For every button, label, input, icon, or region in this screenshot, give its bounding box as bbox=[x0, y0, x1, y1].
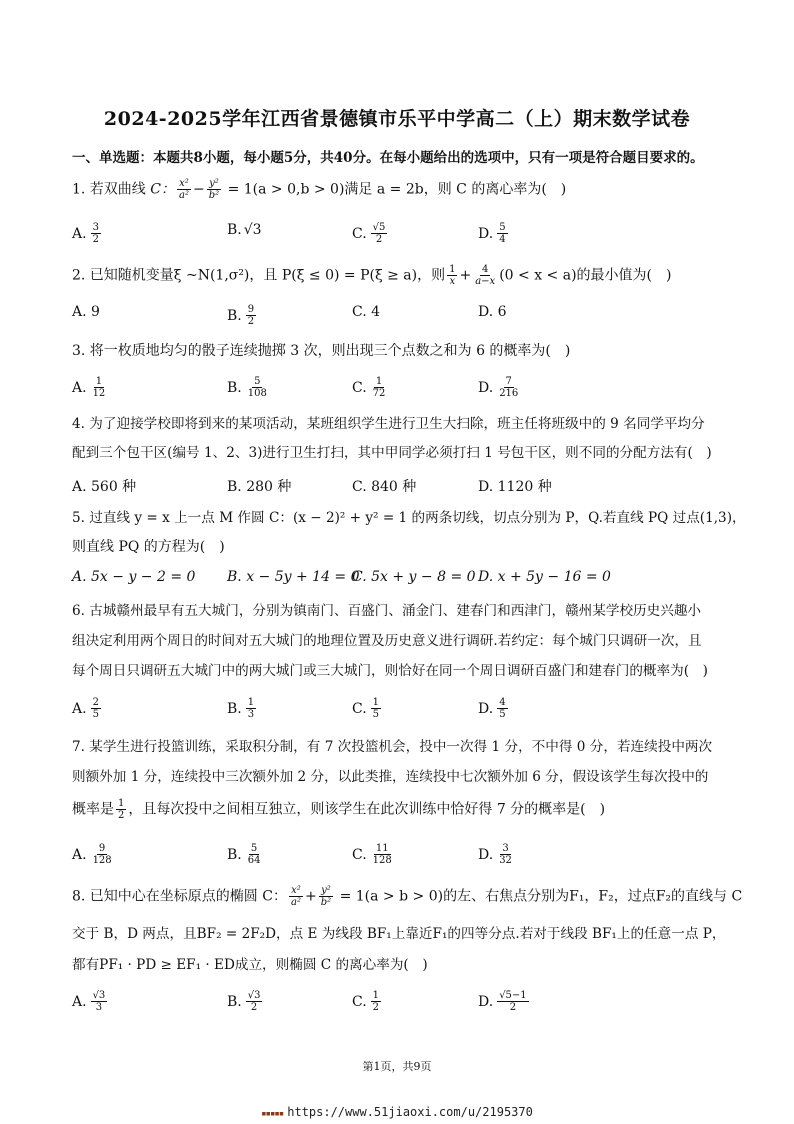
option-a[interactable]: A. 560 种 bbox=[72, 479, 137, 495]
option-b[interactable]: B. $\frac{9}{2}$ bbox=[227, 304, 255, 327]
option-b[interactable]: B. $\frac{1}{3}$ bbox=[227, 697, 255, 720]
option-a[interactable]: A. $\frac{2}{5}$ bbox=[72, 697, 99, 720]
question-6-line-1: 6. 古城赣州最早有五大城门，分别为镇南门、百盛门、涌金门、建春门和西津门，赣州某学校历史兴趣小 bbox=[72, 603, 702, 619]
option-a[interactable]: A. 5x − y − 2 = 0 bbox=[72, 569, 196, 585]
question-3-options bbox=[72, 376, 732, 402]
option-d[interactable]: D. $\frac{4}{5}$ bbox=[478, 697, 506, 720]
option-a[interactable]: A. $\frac{3}{2}$ bbox=[72, 222, 99, 245]
question-1-options bbox=[72, 222, 732, 248]
question-8-options bbox=[72, 990, 732, 1016]
question-8-line-1: 8. 已知中心在坐标原点的椭圆 C： $\frac{\text{x²}}{\text{a²}}$ + $\frac{\text{y²}}{\text{b²}}$ = 1(a > b > 0)的左、右焦点分别为F₁，F₂，过点F₂的直线与 C bbox=[72, 885, 743, 908]
option-a[interactable]: A. $\frac{9}{128}$ bbox=[72, 843, 112, 866]
question-1: 1. 若双曲线 C： $\frac{\text{x²}}{\text{a²}}$ − $\frac{\text{y²}}{\text{b²}}$ = 1(a > 0,b > 0)满足 a = 2b，则 C 的离心率为( ) bbox=[72, 178, 567, 201]
option-c[interactable]: C. 4 bbox=[352, 304, 381, 320]
watermark-link[interactable]: ▪▪▪▪▪ https://www.51jiaoxi.com/u/2195370 bbox=[261, 1105, 533, 1119]
question-7-line-2: 则额外加 1 分，连续投中三次额外加 2 分，以此类推，连续投中七次额外加 6 分，假设该学生每次投中的 bbox=[72, 769, 709, 785]
question-2: 2. 已知随机变量ξ ~N(1,σ²)，且 P(ξ ≤ 0) = P(ξ ≥ a)，则 $\frac{1}{x}$ + $\frac{4}{a-x}$ (0 < x < a)的最小值为( ) bbox=[72, 264, 672, 287]
option-d[interactable]: D. $\frac{√5-1}{2}$ bbox=[478, 990, 527, 1013]
question-7-options bbox=[72, 843, 732, 869]
option-c[interactable]: C. 5x + y − 8 = 0 bbox=[352, 569, 476, 585]
watermark-mark-icon: ▪▪▪▪▪ bbox=[261, 1109, 284, 1119]
option-d[interactable]: D. $\frac{3}{32}$ bbox=[478, 843, 512, 866]
option-b[interactable]: B. x − 5y + 14 = 0 bbox=[227, 569, 360, 585]
question-6-line-3: 每个周日只调研五大城门中的两大城门或三大城门，则恰好在同一个周日调研百盛门和建春门的概率为( ) bbox=[72, 663, 708, 679]
question-6-options bbox=[72, 697, 732, 723]
option-c[interactable]: C. $\frac{1}{5}$ bbox=[352, 697, 380, 720]
option-c[interactable]: C. $\frac{√5}{2}$ bbox=[352, 222, 386, 245]
question-4-line-1: 4. 为了迎接学校即将到来的某项活动，某班组织学生进行卫生大扫除，班主任将班级中的 9 名同学平均分 bbox=[72, 416, 705, 432]
option-c[interactable]: C. $\frac{11}{128}$ bbox=[352, 843, 392, 866]
option-a[interactable]: A. 9 bbox=[72, 304, 100, 320]
question-5-options bbox=[72, 569, 732, 595]
question-5-line-1: 5. 过直线 y = x 上一点 M 作圆 C：(x − 2)² + y² = 1 的两条切线，切点分别为 P，Q.若直线 PQ 过点(1,3)， bbox=[72, 510, 746, 526]
question-3: 3. 将一枚质地均匀的骰子连续抛掷 3 次，则出现三个点数之和为 6 的概率为( ) bbox=[72, 343, 571, 359]
option-d[interactable]: D. 6 bbox=[478, 304, 507, 320]
option-c[interactable]: C. 840 种 bbox=[352, 479, 417, 495]
option-b[interactable]: B. $\frac{5}{64}$ bbox=[227, 843, 261, 866]
question-8-line-3: 都有PF₁ · PD ≥ EF₁ · ED成立，则椭圆 C 的离心率为( ) bbox=[72, 957, 428, 973]
option-a[interactable]: A. $\frac{1}{12}$ bbox=[72, 376, 106, 399]
option-a[interactable]: A. $\frac{√3}{3}$ bbox=[72, 990, 106, 1013]
option-d[interactable]: D. x + 5y − 16 = 0 bbox=[478, 569, 611, 585]
question-2-options bbox=[72, 304, 732, 330]
option-b[interactable]: B. 280 种 bbox=[227, 479, 292, 495]
exam-title: 2024-2025学年江西省景德镇市乐平中学高二（上）期末数学试卷 bbox=[103, 108, 691, 130]
option-c[interactable]: C. $\frac{1}{72}$ bbox=[352, 376, 386, 399]
option-d[interactable]: D. $\frac{7}{216}$ bbox=[478, 376, 519, 399]
question-7-line-3: 概率是 $\frac{1}{2}$ ，且每次投中之间相互独立，则该学生在此次训练中恰好得 7 分的概率是( ) bbox=[72, 798, 606, 821]
question-5-line-2: 则直线 PQ 的方程为( ) bbox=[72, 539, 225, 555]
option-b[interactable]: B. $\frac{√3}{2}$ bbox=[227, 990, 261, 1013]
option-d[interactable]: D. 1120 种 bbox=[478, 479, 552, 495]
option-b[interactable]: B. $\frac{5}{108}$ bbox=[227, 376, 267, 399]
question-4-options bbox=[72, 476, 732, 502]
question-6-line-2: 组决定利用两个周日的时间对五大城门的地理位置及历史意义进行调研.若约定：每个城门只调研一次，且 bbox=[72, 633, 702, 649]
question-7-line-1: 7. 某学生进行投篮训练，采取积分制，有 7 次投篮机会，投中一次得 1 分，不中得 0 分，若连续投中两次 bbox=[72, 739, 713, 755]
option-b[interactable]: B. √3 bbox=[227, 222, 262, 238]
question-4-line-2: 配到三个包干区(编号 1、2、3)进行卫生打扫，其中甲同学必须打扫 1 号包干区，则不同的分配方法有( ) bbox=[72, 445, 712, 461]
question-8-line-2: 交于 B，D 两点，且BF₂ = 2F₂D，点 E 为线段 BF₁上靠近F₁的四等分点.若对于线段 BF₁上的任意一点 P， bbox=[72, 926, 726, 942]
option-c[interactable]: C. $\frac{1}{2}$ bbox=[352, 990, 380, 1013]
section-heading: 一、单选题：本题共8小题，每小题5分，共40分。在每小题给出的选项中，只有一项是符合题目要求的。 bbox=[72, 150, 704, 166]
option-d[interactable]: D. $\frac{5}{4}$ bbox=[478, 222, 506, 245]
page-footer: 第1页，共9页 bbox=[362, 1060, 432, 1073]
